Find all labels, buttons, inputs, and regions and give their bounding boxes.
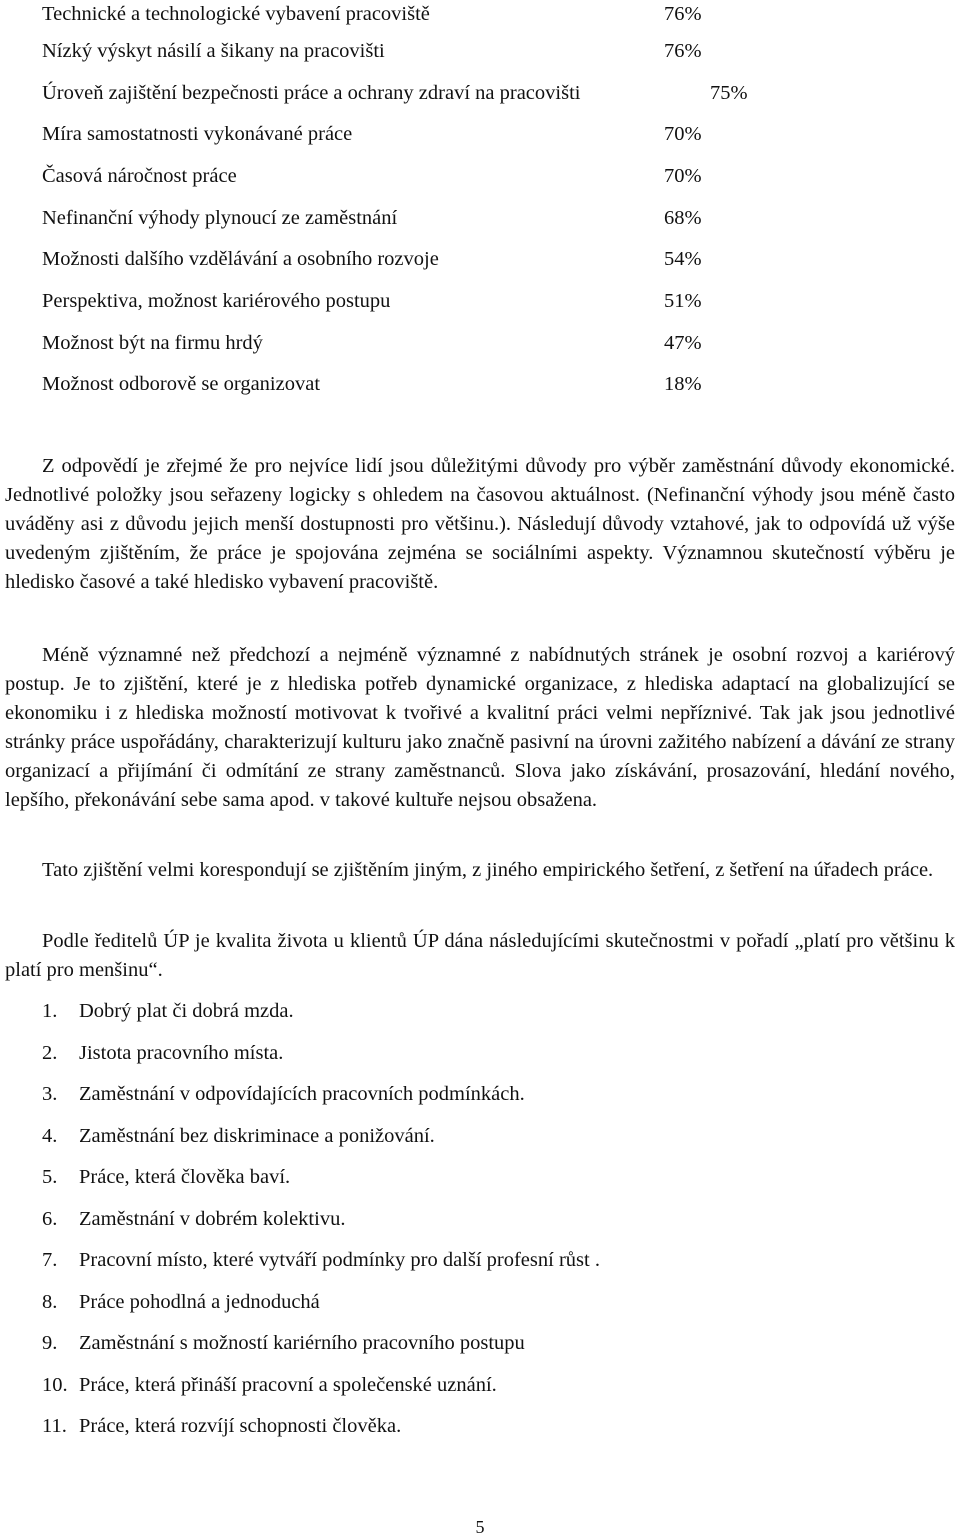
list-number: 3. bbox=[42, 1083, 58, 1105]
list-text: Dobrý plat či dobrá mzda. bbox=[79, 1000, 294, 1022]
row-label: Časová náročnost práce bbox=[42, 165, 237, 187]
body-paragraph: Méně významné než předchozí a nejméně významné z nabídnutých stránek je osobní rozvoj a kariérový postup. Je to zjištění, které je z hlediska potřeb dynamické organizace, z hlediska adaptací na globalizující se ekonomiku i z hlediska možností motivovat k tvořivé a kvalitní práci velmi nepříznivé. Tak jak jsou jednotlivé stránky práce uspořádány, charakterizují kulturu jako značně pasivní na úrovni zažitého nabízení a dávání ze strany organizací a přijímání či odmítání ze strany zaměstnanců. Slova jako získávání, prosazování, hledání nového, lepšího, překonávání sebe sama apod. v takové kultuře nejsou obsažena. bbox=[5, 644, 955, 811]
list-item bbox=[42, 1081, 600, 1123]
row-value: 51% bbox=[664, 290, 702, 312]
list-item bbox=[42, 1289, 600, 1331]
row-value: 70% bbox=[664, 165, 702, 187]
row-label: Nízký výskyt násilí a šikany na pracovišti bbox=[42, 40, 385, 62]
list-number: 10. bbox=[42, 1373, 68, 1396]
body-paragraph: Z odpovědí je zřejmé že pro nejvíce lidí jsou důležitými důvody pro výběr zaměstnání důvody ekonomické. Jednotlivé položky jsou seřazeny logicky s ohledem na časovou aktuálnost. (Nefinanční výhody jsou méně často uváděny asi z důvodu jejich menší dostupnosti pro většinu.). Následují důvody vztahové, jak to odpovídá už výše uvedeným zjištěním, že práce je spojována zejména se sociálními aspekty. Významnou skutečností výběru je hledisko časové a také hledisko vybavení pracoviště. bbox=[5, 455, 955, 593]
row-label: Možnost být na firmu hrdý bbox=[42, 332, 263, 354]
row-label: Možnost odborově se organizovat bbox=[42, 373, 321, 395]
list-number: 7. bbox=[42, 1249, 58, 1271]
list-number: 5. bbox=[42, 1166, 58, 1188]
row-label: Nefinanční výhody plynoucí ze zaměstnání bbox=[42, 207, 398, 229]
list-text: Práce, která rozvíjí schopnosti člověka. bbox=[79, 1415, 402, 1437]
list-item bbox=[42, 1040, 600, 1082]
list-text: Jistota pracovního místa. bbox=[79, 1041, 284, 1064]
list-number: 2. bbox=[42, 1041, 58, 1064]
list-text: Práce pohodlná a jednoduchá bbox=[79, 1290, 320, 1313]
row-value: 18% bbox=[664, 373, 702, 395]
list-item bbox=[42, 1330, 600, 1372]
list-text: Zaměstnání bez diskriminace a ponižování. bbox=[79, 1124, 435, 1147]
row-value: 54% bbox=[664, 248, 702, 270]
list-text: Zaměstnání v dobrém kolektivu. bbox=[79, 1207, 346, 1230]
list-item bbox=[42, 1123, 600, 1165]
list-number: 4. bbox=[42, 1124, 58, 1147]
list-number: 8. bbox=[42, 1290, 58, 1313]
row-value: 68% bbox=[664, 207, 702, 229]
list-number: 6. bbox=[42, 1207, 58, 1230]
row-label: Perspektiva, možnost kariérového postupu bbox=[42, 290, 391, 312]
row-label: Technické a technologické vybavení pracoviště bbox=[42, 3, 430, 25]
list-number: 1. bbox=[42, 1000, 58, 1022]
list-number: 9. bbox=[42, 1332, 58, 1354]
row-label: Možnosti dalšího vzdělávání a osobního rozvoje bbox=[42, 248, 439, 270]
list-item bbox=[42, 1247, 600, 1289]
page-number: 5 bbox=[475, 1517, 485, 1537]
list-text: Práce, která člověka baví. bbox=[79, 1166, 291, 1188]
list-text: Práce, která přináší pracovní a společenské uznání. bbox=[79, 1373, 497, 1396]
body-paragraph: Tato zjištění velmi korespondují se zjištěním jiným, z jiného empirického šetření, z šetření na úřadech práce. bbox=[42, 859, 934, 881]
list-text: Zaměstnání v odpovídajících pracovních podmínkách. bbox=[79, 1083, 525, 1105]
list-number: 11. bbox=[42, 1415, 67, 1437]
list-text: Pracovní místo, které vytváří podmínky pro další profesní růst . bbox=[79, 1249, 600, 1271]
list-item bbox=[42, 1372, 600, 1414]
row-value: 70% bbox=[664, 123, 702, 145]
list-item bbox=[42, 1164, 600, 1206]
row-value: 76% bbox=[664, 40, 702, 62]
row-label: Míra samostatnosti vykonávané práce bbox=[42, 123, 353, 145]
row-value: 47% bbox=[664, 332, 702, 354]
numbered-list bbox=[42, 998, 600, 1455]
list-item bbox=[42, 1413, 600, 1455]
row-label: Úroveň zajištění bezpečnosti práce a ochrany zdraví na pracovišti bbox=[42, 82, 581, 104]
list-item bbox=[42, 1206, 600, 1248]
row-value: 76% bbox=[664, 3, 702, 25]
row-value: 75% bbox=[710, 82, 748, 104]
list-text: Zaměstnání s možností kariérního pracovního postupu bbox=[79, 1332, 525, 1354]
body-paragraph: Podle ředitelů ÚP je kvalita života u klientů ÚP dána následujícími skutečnostmi v pořadí „platí pro většinu k platí pro menšinu“. bbox=[5, 930, 955, 981]
list-item bbox=[42, 998, 600, 1040]
